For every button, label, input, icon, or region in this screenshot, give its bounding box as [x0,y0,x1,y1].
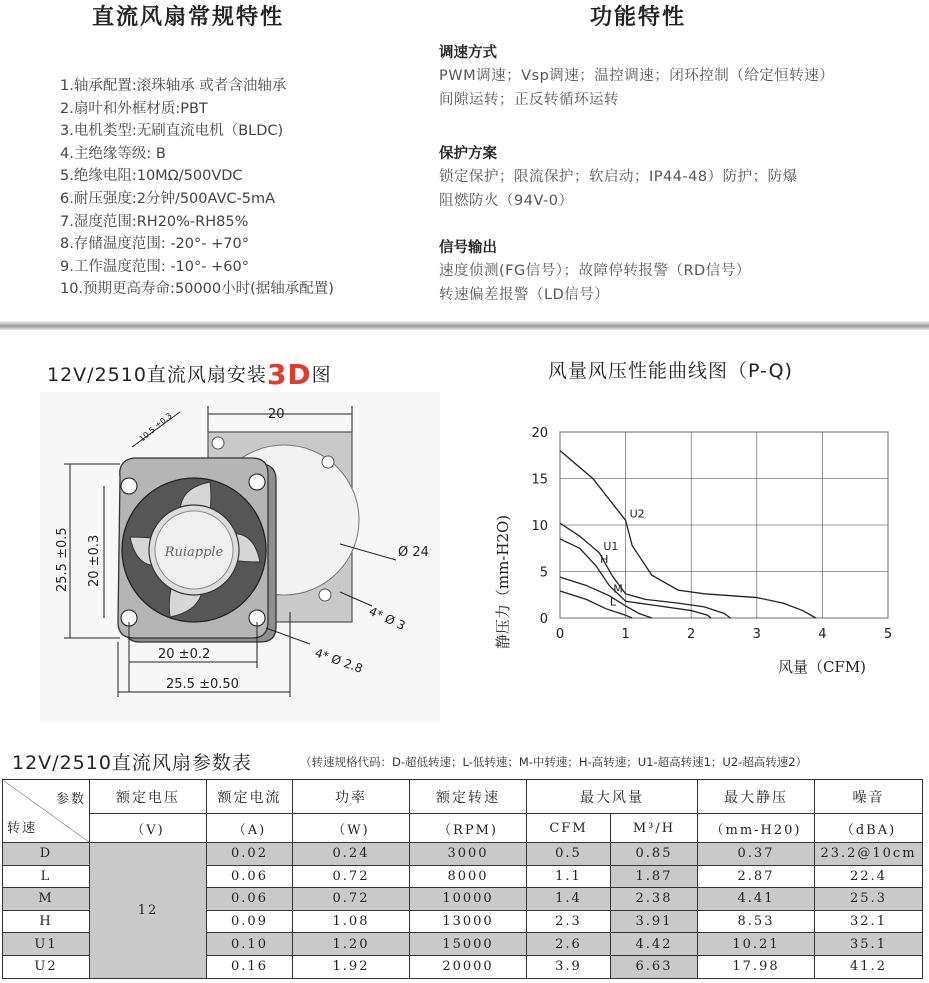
cell-rpm: 3000 [410,843,527,866]
spec-item: 7.湿度范围:RH20%-RH85% [60,213,249,230]
x-tick-label: 0 [555,627,565,642]
series-label: H [600,552,609,566]
feature-line: 速度侦测(FG信号）；故障停转报警（RD信号） [439,263,751,279]
features-title: 功能特性 [590,5,687,30]
cell-rpm: 13000 [410,910,527,933]
cell-cfm: 3.9 [527,955,611,978]
dim-hole-3: 4* Ø 3 [366,604,408,633]
unit-cell: CFM [527,814,611,843]
cell-rpm: 20000 [410,955,527,978]
x-axis-label: 风量（CFM) [777,658,867,676]
cell-rpm: 15000 [410,933,527,956]
cell-model: H [3,910,90,933]
cell-pressure: 4.41 [698,888,815,911]
dim-diameter: Ø 24 [398,545,429,560]
feature-line: PWM调速；Vsp调速；温控调速；闭环控制（给定恒转速） [439,68,835,84]
cell-m3h: 2.38 [611,888,698,911]
params-table [2,779,923,979]
spec-item: 9.工作温度范围: -10°- +60° [60,258,249,275]
section-divider [0,321,929,330]
cell-m3h: 4.42 [611,933,698,956]
spec-item: 2.扇叶和外框材质:PBT [60,100,208,117]
y-tick-label: 15 [531,472,548,488]
specs-title: 直流风扇常规特性 [92,5,285,30]
unit-cell: （RPM) [410,814,527,843]
spec-item: 5.绝缘电阻:10MΩ/500VDC [60,168,243,185]
x-tick-label: 2 [687,627,696,642]
header-voltage: 额定电压 [90,780,207,814]
drawing-title-3d: 3D [266,358,312,391]
spec-item: 10.预期更高寿命:50000小时(据轴承配置) [60,281,334,298]
cell-m3h: 3.91 [611,910,698,933]
cell-voltage: 12 [90,843,207,979]
specs-list [60,75,334,301]
y-tick-label: 20 [531,426,548,441]
corner-cell [3,780,90,843]
cell-cfm: 0.5 [527,843,611,866]
drawing-title [47,358,332,391]
cell-power: 1.20 [293,933,410,956]
cell-model: D [3,843,90,866]
cell-rpm: 8000 [410,865,527,888]
cell-noise: 23.2@10cm [815,843,923,866]
cell-pressure: 0.37 [698,843,815,866]
cell-current: 0.02 [207,843,293,866]
cell-model: M [3,888,90,911]
header-noise: 噪音 [815,780,923,814]
series-label: U2 [629,507,645,521]
spec-item: 4.主绝缘等级: B [60,145,166,162]
x-tick-label: 3 [752,627,761,642]
corner-bottom-label: 转速 [7,821,38,836]
cell-noise: 35.1 [815,933,923,956]
feature-heading: 保护方案 [439,146,497,162]
header-current: 额定电流 [207,780,293,814]
cell-cfm: 1.4 [527,888,611,911]
cell-m3h: 1.87 [611,865,698,888]
cell-cfm: 2.3 [527,910,611,933]
cell-power: 1.92 [293,955,410,978]
dim-thickness: 10.5 ±0.3 [137,411,174,444]
cell-power: 0.72 [293,888,410,911]
cell-model: L [3,865,90,888]
cell-power: 0.72 [293,865,410,888]
series-label: L [609,595,617,609]
unit-cell: （A) [207,814,293,843]
fan-3d-drawing [40,392,440,722]
feature-line: 阻燃防火（94V-0） [439,192,574,209]
cell-model: U2 [3,955,90,978]
y-tick-label: 10 [531,519,548,534]
cell-noise: 32.1 [815,910,923,933]
unit-cell: （mm-H20) [698,814,815,843]
series-label: U1 [603,539,619,553]
feature-heading: 信号输出 [439,240,497,256]
dim-bottom-outer: 25.5 ±0.50 [166,677,239,692]
cell-pressure: 17.98 [698,955,815,978]
series-label: M [613,582,623,596]
y-tick-label: 0 [539,612,548,627]
corner-top-label: 参数 [55,792,86,807]
cell-current: 0.06 [207,865,293,888]
cell-noise: 22.4 [815,865,923,888]
header-rpm: 额定转速 [410,780,527,814]
cell-noise: 41.2 [815,955,923,978]
chart-title: 风量风压性能曲线图（P-Q) [548,360,793,382]
cell-noise: 25.3 [815,888,923,911]
spec-item: 8.存储温度范围: -20°- +70° [60,236,249,253]
table-note: （转速规格代码：D-超低转速；L-低转速；M-中转速；H-高转速；U1-超高转速1；U2-超高转速2） [300,755,808,769]
brand-label: Ruiapple [164,545,224,560]
x-tick-label: 4 [818,627,827,642]
drawing-title-suffix: 图 [311,364,332,386]
spec-item: 3.电机类型:无刷直流电机（BLDC) [60,123,284,140]
unit-cell: M³/H [611,814,698,843]
unit-cell: （W) [293,814,410,843]
feature-line: 转速偏差报警（LD信号） [439,286,610,303]
cell-model: U1 [3,933,90,956]
x-tick-label: 1 [621,627,630,642]
cell-m3h: 0.85 [611,843,698,866]
cell-cfm: 1.1 [527,865,611,888]
feature-group-protection [439,142,798,213]
cell-power: 0.24 [293,843,410,866]
header-airflow: 最大风量 [527,780,698,814]
header-pressure: 最大静压 [698,780,815,814]
feature-line: 间隙运转；正反转循环运转 [439,91,619,108]
dim-bottom-inner: 20 ±0.2 [158,647,211,662]
unit-cell: （dBA) [815,814,923,843]
cell-pressure: 10.21 [698,933,815,956]
cell-rpm: 10000 [410,888,527,911]
dim-height-inner: 20 ±0.3 [87,534,102,587]
cell-power: 1.08 [293,910,410,933]
cell-current: 0.16 [207,955,293,978]
feature-group-signal [439,236,751,307]
spec-item: 1.轴承配置:滚珠轴承 或者含油轴承 [60,78,287,94]
spec-item: 6.耐压强度:2分钟/500AVC-5mA [60,190,276,207]
pq-chart [488,410,908,690]
feature-heading: 调速方式 [439,45,497,61]
feature-group-speed [439,41,834,112]
cell-cfm: 2.6 [527,933,611,956]
table-row [3,843,923,866]
unit-cell: （V) [90,814,207,843]
dim-height-outer: 25.5 ±0.5 [55,527,70,592]
x-tick-label: 5 [883,627,893,642]
dim-hole-28: 4* Ø 2.8 [312,645,365,676]
dim-top-width: 20 [268,407,285,422]
header-power: 功率 [293,780,410,814]
cell-current: 0.10 [207,933,293,956]
feature-line: 锁定保护；限流保护；软启动；IP44-48）防护；防爆 [439,169,798,185]
cell-pressure: 2.87 [698,865,815,888]
y-axis-label: 静压力（mm-H2O) [494,514,512,650]
table-title: 12V/2510直流风扇参数表 [12,752,252,774]
drawing-title-main: 12V/2510直流风扇安装 [47,364,267,386]
cell-m3h: 6.63 [611,955,698,978]
cell-current: 0.06 [207,888,293,911]
cell-current: 0.09 [207,910,293,933]
y-tick-label: 5 [539,565,548,581]
cell-pressure: 8.53 [698,910,815,933]
